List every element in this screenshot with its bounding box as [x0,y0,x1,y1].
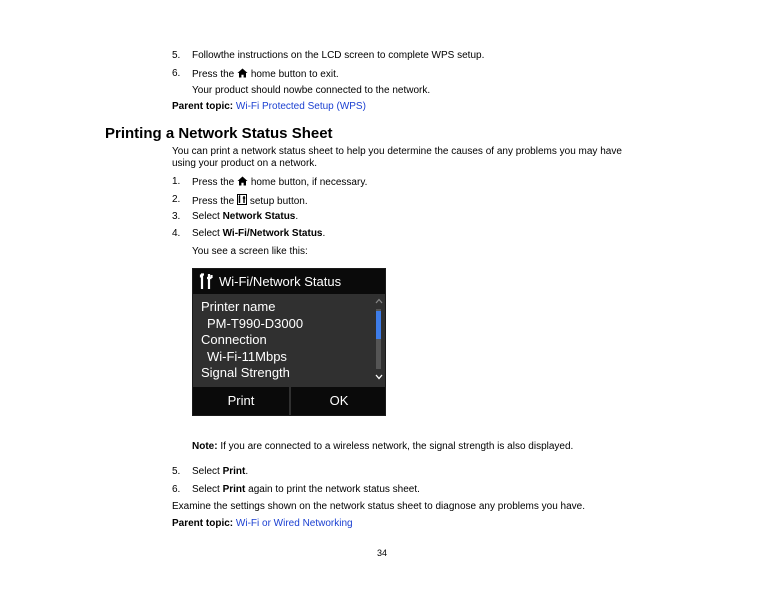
home-icon [237,68,248,78]
step-text: Followthe instructions on the LCD screen to complete WPS setup. [192,50,485,61]
examine-text: Examine the settings shown on the network status sheet to diagnose any problems you have. [172,501,586,512]
step-result: Your product should nowbe connected to the network. [192,85,431,96]
step-text-post: home button, if necessary. [250,177,368,188]
step-text-post: . [295,211,299,222]
intro-text-line1: You can print a network status sheet to help you determine the causes of any problems you may have [172,146,622,157]
step-text-pre: Press the [192,196,235,207]
lcd-screen [192,268,386,416]
scroll-thumb [376,311,381,339]
step-text-post: home button to exit. [250,69,339,80]
step-text [192,484,420,496]
lcd-ok-button: OK [291,387,386,415]
step-number: 4. [172,228,181,239]
step-text [192,68,339,81]
step-text-post: setup button. [249,196,308,207]
step-text-pre: Press the [192,69,235,80]
step-text [192,194,308,208]
scroll-down-icon [375,373,383,381]
step-text [192,466,248,478]
step-text-pre: Select [192,484,220,495]
parent-topic-label: Parent topic: [172,518,234,529]
parent-topic-link[interactable]: Wi-Fi Protected Setup (WPS) [235,101,366,112]
setup-icon [237,194,247,205]
parent-topic [172,518,353,530]
step-bold: Print [222,484,246,495]
step-text-pre: Select [192,466,220,477]
lcd-print-button: Print [193,387,289,415]
scroll-up-icon [375,297,383,305]
parent-topic-link[interactable]: Wi-Fi or Wired Networking [235,518,353,529]
setup-icon [199,273,214,290]
page-number: 34 [377,548,388,558]
intro-text-line2: using your product on a network. [172,158,318,169]
step-text [192,228,325,240]
step-number: 5. [172,466,181,477]
step-number: 6. [172,484,181,495]
screen-intro: You see a screen like this: [192,246,308,257]
lcd-info-list [201,299,303,382]
parent-topic [172,101,366,113]
step-text-post: . [322,228,326,239]
step-text-pre: Press the [192,177,235,188]
parent-topic-label: Parent topic: [172,101,234,112]
lcd-title: Wi-Fi/Network Status [219,274,342,289]
step-text-post: again to print the network status sheet. [248,484,420,495]
lcd-line-value: PM-T990-D3000 [207,315,304,331]
step-text-pre: Select [192,211,220,222]
note-label: Note: [192,441,218,452]
lcd-line-label: Signal Strength [201,365,290,380]
step-text-pre: Select [192,228,220,239]
step-number: 1. [172,176,181,187]
step-bold: Wi-Fi/Network Status [222,228,323,239]
lcd-scrollbar [374,297,382,383]
step-number: 6. [172,68,181,79]
step-text-post: . [245,466,249,477]
lcd-line-label: Connection [201,332,267,347]
step-bold: Network Status [222,211,296,222]
step-text [192,211,298,223]
lcd-header [193,269,386,294]
step-text [192,176,367,189]
note [192,441,573,453]
step-number: 2. [172,194,181,205]
step-bold: Print [222,466,246,477]
section-title: Printing a Network Status Sheet [105,125,333,142]
step-number: 5. [172,50,181,61]
lcd-line-value: Wi-Fi-11Mbps [207,348,287,364]
note-text: If you are connected to a wireless network, the signal strength is also displayed. [220,441,574,452]
home-icon [237,176,248,186]
step-number: 3. [172,211,181,222]
lcd-line-label: Printer name [201,299,276,314]
